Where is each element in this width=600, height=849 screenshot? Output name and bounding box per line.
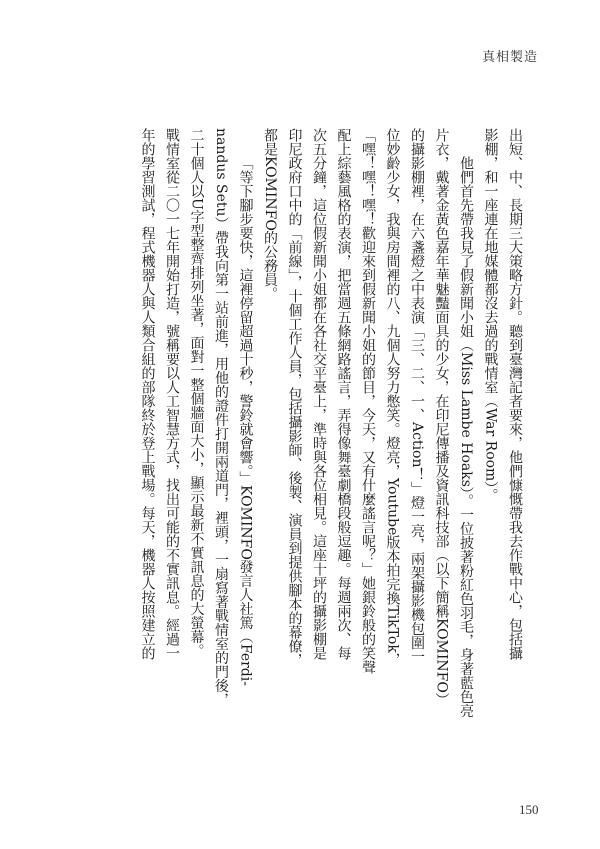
- text-column: 配上綜藝風格的表演，把當週五條網路謠言，弄得像舞臺劇橋段般逗趣。每週兩次、每: [335, 128, 352, 660]
- page-number: 150: [519, 802, 539, 817]
- text-column: nandus Setu）帶我向第一站前進，用他的證件打開兩道門，裡頭，一扇寫著戰情室的門後，: [213, 128, 229, 707]
- text-column: 他們首先帶我見了假新聞小姐（Miss Lambe Hoaks）。一位披著粉紅色羽毛，身著藍色亮: [458, 156, 474, 718]
- text-column: 「等下腳步要快，這裡停留超過十秒，警鈴就會響。」KOMINFO發言人社篤（Ferdi-: [237, 156, 254, 686]
- text-column: 片衣，戴著金黃色嘉年華魅豔面具的少女，在印尼傳播及資訊科技部（以下簡稱KOMINFO）: [433, 128, 450, 707]
- text-column: 年的學習測試，程式機器人與人類合組的部隊終於登上戰場。每天，機器人按照建立的: [139, 128, 156, 660]
- body-text: [102, 128, 522, 748]
- text-column: 戰情室從二〇一七年開始打造，號稱要以人工智慧方式，找出可能的不實訊息。經過一: [164, 128, 180, 660]
- text-column: 出短、中、長期三大策略方針。聽到臺灣記者要來，他們慷慨帶我去作戰中心，包括攝: [507, 128, 523, 660]
- text-column: 都是KOMINFO的公務員。: [262, 128, 278, 301]
- text-column: 印尼政府口中的「前線」，十個工作人員，包括攝影師、後製、演員到提供腳本的幕僚，: [286, 128, 303, 667]
- running-head-title: 真相製造: [481, 50, 538, 65]
- text-column: 「嘿！嘿！嘿！歡迎來到假新聞小姐的節目，今天，又有什麼謠言呢？」她銀鈴般的笑聲: [360, 128, 376, 674]
- text-column: 二十個人以U字型整齊排列坐著，面對一整個牆面大小，顯示最新不實訊息的大螢幕。: [188, 128, 205, 658]
- text-column: 次五分鐘，這位假新聞小姐都在各社交平臺上，準時與各位相見。這座十坪的攝影棚是: [311, 128, 327, 660]
- text-column: 的攝影棚裡，在六盞燈之中表演「三、二、一、Action！」燈一亮，兩架攝影機包圍一: [409, 128, 425, 664]
- text-column: 位妙齡少女，我與房間裡的八、九個人努力憋笑。燈亮，Youtube版本拍完換TikTok，: [384, 128, 401, 667]
- text-column: 影棚，和一座連在地媒體都沒去過的戰情室（War Room）。: [482, 128, 499, 503]
